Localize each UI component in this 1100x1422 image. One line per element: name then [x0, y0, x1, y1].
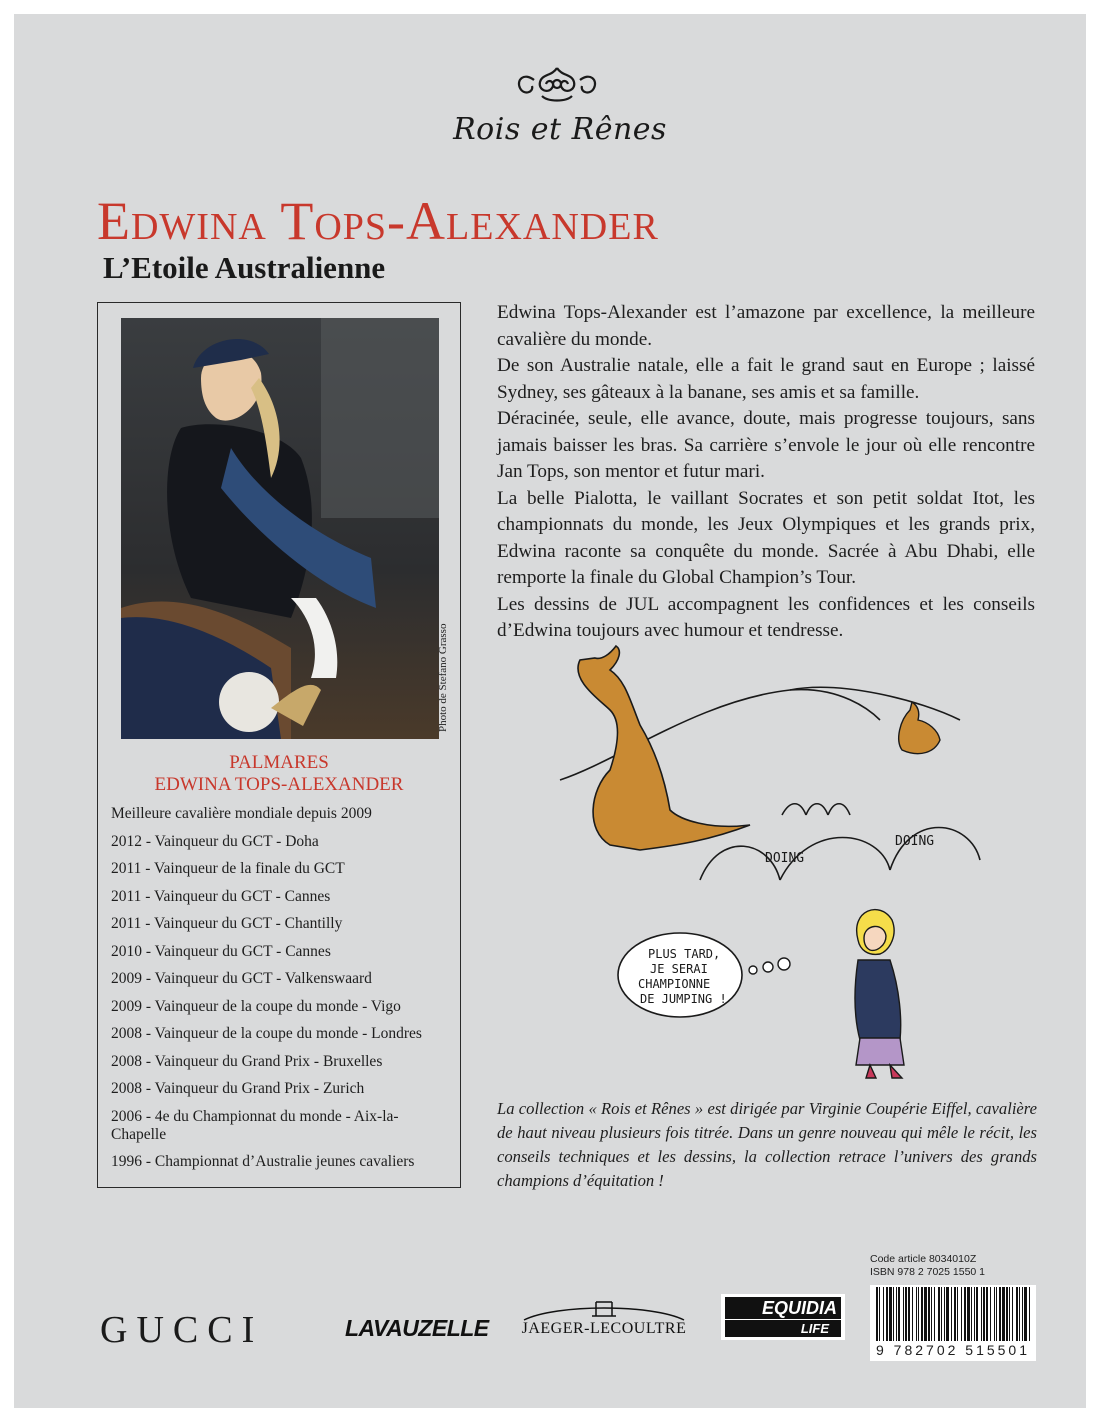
palmares-heading-line1: PALMARES — [229, 752, 329, 773]
palmares-item: 2012 - Vainqueur du GCT - Doha — [111, 832, 319, 850]
gucci-logo: GUCCI — [100, 1309, 264, 1351]
description-paragraph: Edwina Tops-Alexander est l’amazone par excellence, la meilleure cavalière du monde. — [497, 302, 1035, 350]
palmares-heading — [97, 752, 461, 796]
sound-text-2: DOING — [895, 834, 935, 849]
code-article: Code article 8034010Z — [870, 1253, 977, 1265]
palmares-item: 2011 - Vainqueur du GCT - Chantilly — [111, 915, 343, 932]
series-logo: Rois et Rênes — [453, 112, 667, 147]
equidia-life-logo — [721, 1294, 845, 1340]
bubble-line: DE JUMPING ! — [640, 992, 727, 1006]
collection-note: La collection « Rois et Rênes » est dirigée par Virginie Coupérie Eiffel, cavalière de haut niveau plusieurs fois titrée. Dans un genre nouveau qui mêle le récit, les conseils techniques et les dessins, la collection retrace l’univers des grands champions d’équitation ! — [497, 1099, 1037, 1190]
equidia-life-text: LIFE — [725, 1320, 841, 1337]
barcode-block — [870, 1253, 1036, 1361]
photo-credit: Photo de Stefano Grasso — [437, 623, 449, 732]
palmares-item: 1996 - Championnat d’Australie jeunes cavaliers — [111, 1153, 415, 1170]
isbn-text: ISBN 978 2 7025 1550 1 — [870, 1266, 986, 1278]
girl-character — [855, 910, 904, 1078]
barcode-number: 9 782702 515501 — [876, 1342, 1030, 1358]
description-paragraph: La belle Pialotta, le vaillant Socrates et son petit soldat Itot, les championnats du monde, les Jeux Olympiques et les grands prix, Edwina raconte sa conquête du monde. Sacrée à Abu Dhabi, elle remporte la finale du Global Champion’s Tour. — [497, 487, 1035, 588]
barcode — [870, 1285, 1036, 1361]
description-paragraph: Déracinée, seule, elle avance, doute, mais progresse toujours, sans jamais baisser les bras. Sa carrière s’envole le jour où elle rencontre Jan Tops, son mentor et futur mari. — [497, 408, 1035, 482]
sound-text-1: DOING — [765, 851, 805, 866]
description-paragraph: De son Australie natale, elle a fait le grand saut en Europe ; laissé Sydney, ses gâteaux à la banane, ses amis et sa famille. — [497, 355, 1035, 403]
palmares-item: 2011 - Vainqueur de la finale du GCT — [111, 860, 345, 877]
jlc-emblem-icon — [516, 1298, 692, 1322]
bubble-line: PLUS TARD, — [648, 947, 721, 961]
palmares-item: 2006 - 4e du Championnat du monde - Aix-la-Chapelle — [111, 1107, 399, 1143]
cartoon-illustration — [540, 640, 1060, 1090]
ornament-icon — [512, 62, 602, 106]
bubble-line: CHAMPIONNE — [638, 977, 711, 991]
lavauzelle-logo: LAVAUZELLE — [345, 1315, 489, 1341]
kangaroo-large — [578, 646, 750, 850]
palmares-item: 2008 - Vainqueur du Grand Prix - Zurich — [111, 1080, 365, 1097]
equidia-text: EQUIDIA — [725, 1297, 841, 1319]
book-subtitle: L’Etoile Australienne — [103, 250, 386, 285]
book-title: Edwina Tops-Alexander — [97, 191, 659, 251]
palmares-list — [111, 805, 451, 1181]
palmares-item: 2008 - Vainqueur de la coupe du monde - Londres — [111, 1025, 422, 1042]
palmares-item: 2011 - Vainqueur du GCT - Cannes — [111, 887, 331, 905]
palmares-item: 2010 - Vainqueur du GCT - Cannes — [111, 942, 331, 960]
barcode-icon — [870, 1287, 1036, 1345]
bubble-line: JE SERAI — [650, 962, 708, 976]
book-description — [497, 300, 1035, 645]
jlc-text: JAEGER-LECOULTRE — [521, 1320, 687, 1337]
palmares-item: Meilleure cavalière mondiale depuis 2009 — [111, 805, 372, 822]
jaeger-lecoultre-logo — [516, 1298, 692, 1340]
rider-photo — [121, 318, 439, 739]
palmares-heading-line2: EDWINA TOPS-ALEXANDER — [154, 774, 404, 795]
palmares-item: 2009 - Vainqueur de la coupe du monde - Vigo — [111, 997, 401, 1015]
kangaroo-small — [899, 702, 940, 754]
palmares-item: 2008 - Vainqueur du Grand Prix - Bruxelles — [111, 1052, 383, 1070]
description-paragraph: Les dessins de JUL accompagnent les confidences et les conseils d’Edwina toujours avec humour et tendresse. — [497, 593, 1035, 641]
palmares-item: 2009 - Vainqueur du GCT - Valkenswaard — [111, 970, 372, 987]
